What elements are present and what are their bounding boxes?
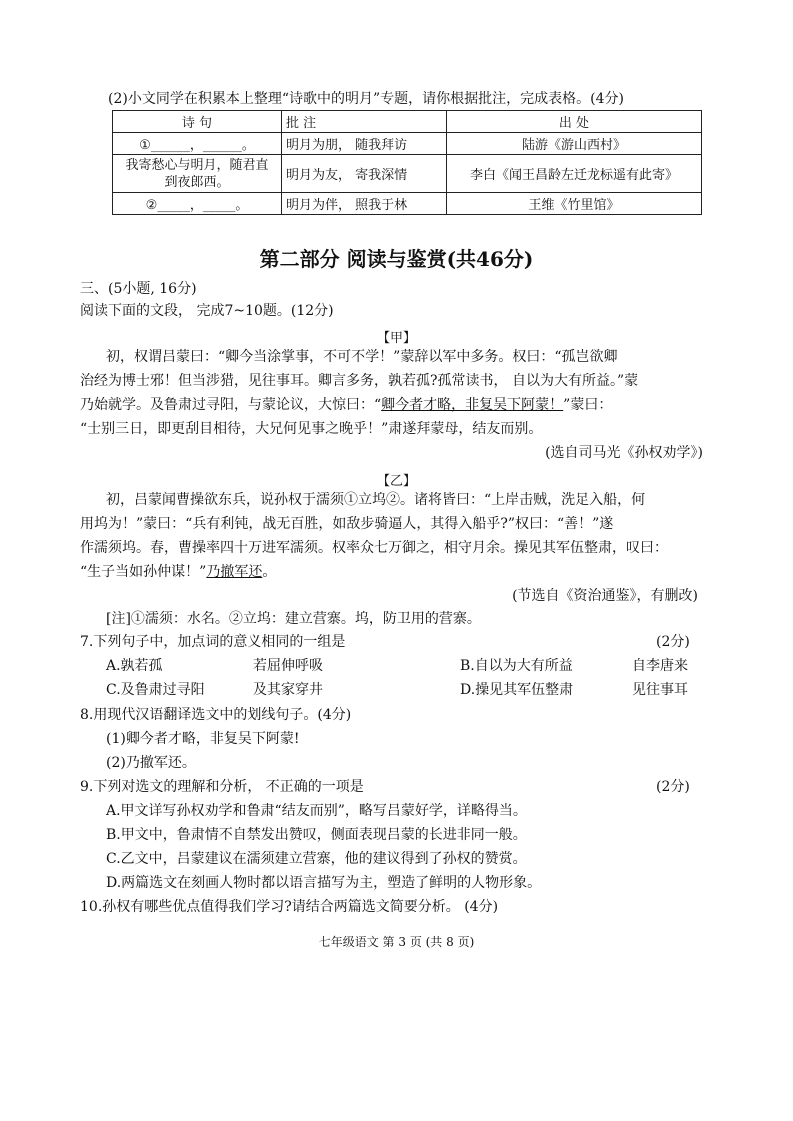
note-cell: 明月为伴， 照我于林 xyxy=(282,193,447,215)
poem-blank-2: ②_____，_____。 xyxy=(113,193,282,215)
question-7-score: (2分) xyxy=(656,634,690,650)
jia-line-3 xyxy=(80,396,612,414)
section-heading: 三、(5小题, 16分) xyxy=(80,281,197,297)
question-8-stem: 8.用现代汉语翻译选文中的划线句子。(4分) xyxy=(80,707,352,723)
option-a-2: 若屈伸呼吸 xyxy=(253,658,323,674)
yi-line-4 xyxy=(80,563,276,581)
question-9-option-d: D.两篇选文在刻画人物时都以语言描写为主，塑造了鲜明的人物形象。 xyxy=(106,875,542,891)
option-c-1: C.及鲁肃过寻阳 xyxy=(106,682,205,698)
page-footer: 七年级语文 第 3 页 (共 8 页) xyxy=(318,935,475,949)
yi-line-1: 初，吕蒙闻曹操欲东兵，说孙权于濡须①立坞②。诸将皆曰：“上岸击贼，洗足入船，何 xyxy=(106,492,646,508)
jia-line-1: 初，权谓吕蒙曰：“卿今当涂掌事，不可不学！”蒙辞以军中多务。权曰：“孤岂欲卿 xyxy=(106,349,618,365)
jia-line-3-text: 乃始就学。及鲁肃过寻阳，与蒙论议，大惊曰：“ xyxy=(80,397,382,413)
question-8-sub-1: (1)卿今者才略，非复吴下阿蒙! xyxy=(106,731,300,747)
source-cell: 陆游《游山西村》 xyxy=(447,133,702,155)
table-row xyxy=(113,133,702,155)
question-10: 10.孙权有哪些优点值得我们学习?请结合两篇选文简要分析。 (4分) xyxy=(80,899,499,915)
passage-jia-label: 【甲】 xyxy=(376,331,416,346)
part-title: 第二部分 阅读与鉴赏(共46分) xyxy=(259,247,534,271)
header-note: 批 注 xyxy=(282,111,447,133)
option-b-2: 自李唐来 xyxy=(632,658,688,674)
header-source: 出 处 xyxy=(447,111,702,133)
table-header-row xyxy=(113,111,702,133)
option-a-1: A.孰若孤 xyxy=(106,658,163,674)
note-cell: 明月为友， 寄我深情 xyxy=(282,155,447,193)
yi-line-4-text: “生子当如孙仲谋！” xyxy=(80,564,207,580)
question-2-intro: (2)小文同学在积累本上整理“诗歌中的明月”专题，请你根据批注，完成表格。(4分) xyxy=(108,91,624,107)
source-cell: 王维《竹里馆》 xyxy=(447,193,702,215)
annotation-note: [注]①濡须：水名。②立坞：建立营寨。坞，防卫用的营寨。 xyxy=(106,611,481,627)
question-9-stem: 9.下列对选文的理解和分析， 不正确的一项是 xyxy=(80,779,364,795)
poem-cell xyxy=(113,155,282,193)
table-row xyxy=(113,193,702,215)
table-row xyxy=(113,155,702,193)
passage-yi-label: 【乙】 xyxy=(376,474,416,489)
jia-line-2: 治经为博士邪！但当涉猎，见往事耳。卿言多务，孰若孤?孤常读书， 自以为大有所益。”蒙 xyxy=(80,373,639,389)
question-8-sub-2: (2)乃撤军还。 xyxy=(106,755,196,771)
yi-line-2: 用坞为！”蒙曰：“兵有利钝，战无百胜，如敌步骑逼人，其得入船乎?”权曰：“善！”遂 xyxy=(80,516,614,532)
yi-source: (节选自《资治通鉴》，有删改) xyxy=(512,588,698,604)
yi-line-3: 作濡须坞。春，曹操率四十万进军濡须。权率众七万御之，相守月余。操见其军伍整肃，叹曰： xyxy=(80,540,668,556)
question-9-score: (2分) xyxy=(656,779,690,795)
question-9-option-c: C.乙文中，吕蒙建议在濡须建立营寨，他的建议得到了孙权的赞赏。 xyxy=(106,851,527,867)
option-c-2: 及其家穿井 xyxy=(253,682,323,698)
jia-line-3-end: ”蒙曰： xyxy=(563,397,613,413)
poem-line-2: 到夜郎西。 xyxy=(164,174,230,190)
header-poem: 诗 句 xyxy=(113,111,282,133)
poem-line-1: 我寄愁心与明月，随君直 xyxy=(125,157,269,173)
question-7-stem: 7.下列句子中，加点词的意义相同的一组是 xyxy=(80,634,346,650)
option-d-2: 见往事耳 xyxy=(632,682,688,698)
question-9-option-b: B.甲文中，鲁肃情不自禁发出赞叹，侧面表现吕蒙的长进非同一般。 xyxy=(106,827,527,843)
jia-line-4: “士别三日，即更刮目相待，大兄何见事之晚乎！”肃遂拜蒙母，结友而别。 xyxy=(80,421,543,437)
option-b-1: B.自以为大有所益 xyxy=(460,658,573,674)
source-cell: 李白《闻王昌龄左迁龙标遥有此寄》 xyxy=(447,155,702,193)
yi-line-4-end: 。 xyxy=(262,564,277,580)
reading-intro: 阅读下面的文段， 完成7~10题。(12分) xyxy=(80,303,334,319)
jia-source: (选自司马光《孙权劝学》) xyxy=(545,445,703,461)
underlined-sentence-2: 乃撤军还 xyxy=(206,564,263,580)
question-9-option-a: A.甲文详写孙权劝学和鲁肃“结友而别”，略写吕蒙好学，详略得当。 xyxy=(106,803,527,819)
option-d-1: D.操见其军伍整肃 xyxy=(460,682,574,698)
poem-table xyxy=(112,110,702,215)
note-cell: 明月为朋， 随我拜访 xyxy=(282,133,447,155)
underlined-sentence-1: 卿今者才略，非复吴下阿蒙！ xyxy=(381,397,564,413)
poem-blank-1: ①______，______。 xyxy=(113,133,282,155)
